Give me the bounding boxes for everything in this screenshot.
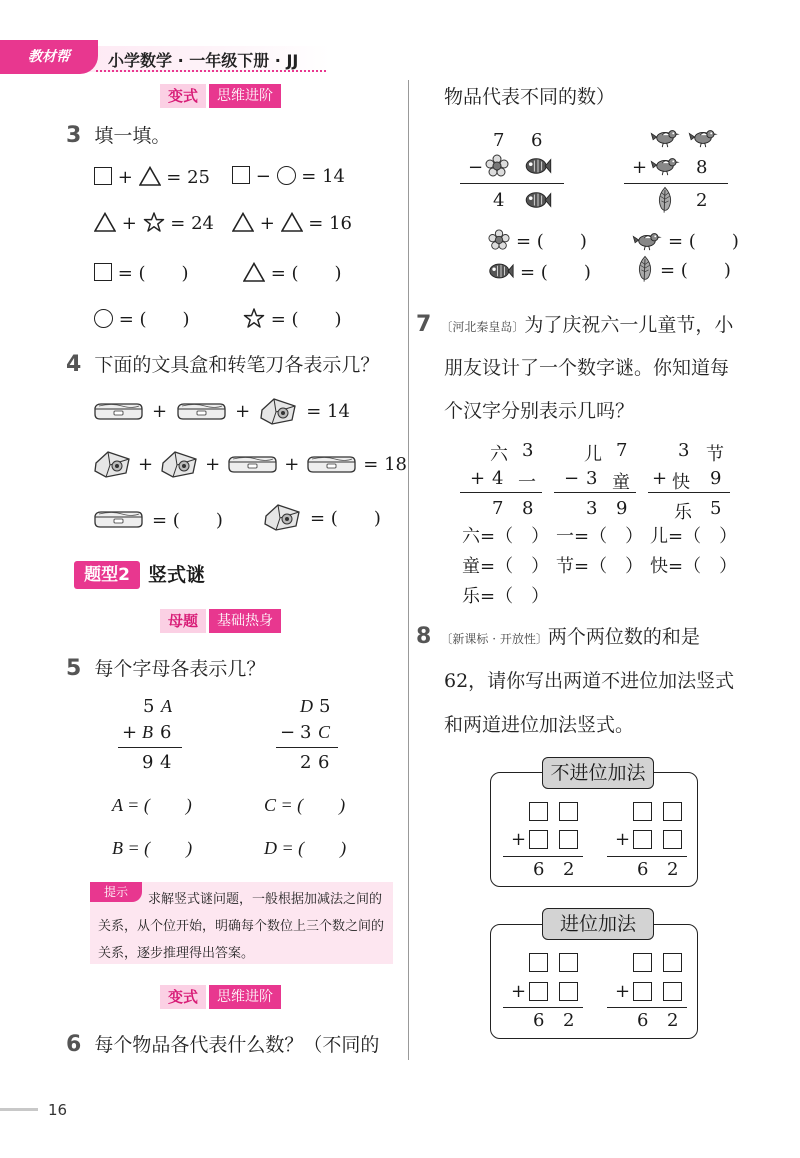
- operator: −: [564, 468, 580, 489]
- variant-tag-2: [160, 985, 281, 1009]
- answer-square[interactable]: [633, 953, 652, 972]
- sharpener-icon: [262, 502, 302, 532]
- pencil-case-icon: [92, 400, 144, 422]
- triangle-icon: [281, 212, 303, 232]
- answer-blank[interactable]: = ( ): [310, 508, 381, 529]
- sum-digit: 2: [563, 859, 575, 880]
- digit: 4: [492, 468, 504, 489]
- char: 儿: [584, 444, 602, 465]
- equation-result: = 14: [301, 166, 345, 187]
- answer-square[interactable]: [633, 830, 652, 849]
- question-text: 每个字母各表示几？: [94, 658, 266, 680]
- sum-line: [624, 183, 728, 184]
- mother-tag: [160, 609, 281, 633]
- digit: 7: [493, 130, 505, 151]
- sum-line: [118, 747, 182, 748]
- q4-equation-2: + + + = 18: [92, 449, 407, 479]
- equation-result: = 25: [166, 167, 210, 188]
- digit: 9: [616, 498, 628, 519]
- operator: +: [632, 157, 648, 178]
- question-text: 两个两位数的和是: [547, 626, 700, 648]
- char: 六: [490, 444, 508, 465]
- star-icon: [143, 212, 165, 232]
- digit: 9: [142, 752, 154, 773]
- digit: 3: [586, 468, 598, 489]
- q7-answer-tong[interactable]: 童=（ ）: [462, 556, 550, 577]
- answer-square[interactable]: [663, 802, 682, 821]
- sharpener-icon: [258, 396, 298, 426]
- digit: 7: [492, 498, 504, 519]
- answer-square[interactable]: [663, 830, 682, 849]
- circle-icon: [277, 166, 296, 185]
- q3-equation-4: + = 16: [232, 212, 352, 234]
- circle-icon: [94, 309, 113, 328]
- question-number: 7: [416, 312, 432, 337]
- square-icon: [232, 166, 250, 184]
- bird-icon: [650, 126, 680, 148]
- triangle-icon: [94, 212, 116, 232]
- page-bar: [0, 1108, 38, 1111]
- answer-blank[interactable]: = ( ): [660, 260, 731, 281]
- sum-line: [607, 856, 687, 857]
- q6-answer-bird[interactable]: [632, 227, 739, 253]
- variant-tag-label: 变式: [160, 84, 206, 108]
- q3-answer-square[interactable]: [94, 259, 189, 285]
- answer-blank[interactable]: = ( ): [516, 231, 587, 252]
- flower-icon: [488, 229, 510, 251]
- equation-result: = 16: [308, 213, 352, 234]
- plus-sign: +: [615, 981, 631, 1002]
- question-4: [66, 350, 379, 377]
- equation-result: = 18: [363, 453, 407, 475]
- digit: 8: [522, 498, 534, 519]
- answer-C[interactable]: C = ( ): [264, 795, 346, 815]
- question-7-line2: 朋友设计了一个数字谜。你知道每: [444, 357, 730, 379]
- plus-sign: +: [511, 829, 527, 850]
- equation-result: = 14: [306, 400, 350, 422]
- question-8-line3: 和两道进位加法竖式。: [444, 714, 635, 736]
- answer-D[interactable]: D = ( ): [264, 838, 347, 858]
- digit: 4: [160, 752, 172, 773]
- q3-answer-star[interactable]: [243, 305, 342, 331]
- page-number: 16: [48, 1101, 68, 1119]
- header-title: 小学数学 · 一年级下册 · JJ: [108, 51, 299, 70]
- operator: +: [470, 468, 486, 489]
- q7-answer-le[interactable]: 乐=（ ）: [462, 586, 550, 607]
- q4-answer-case[interactable]: [92, 506, 223, 532]
- answer-square[interactable]: [529, 802, 548, 821]
- q6-right-puzzle: [624, 124, 728, 218]
- q6-left-puzzle: [460, 126, 564, 218]
- sum-line: [460, 492, 542, 493]
- answer-square[interactable]: [559, 982, 578, 1001]
- q7-answer-er[interactable]: 儿=（ ）: [650, 526, 738, 547]
- q3-answer-circle[interactable]: [94, 305, 190, 331]
- question-number: 4: [66, 352, 82, 377]
- answer-blank[interactable]: = ( ): [520, 262, 591, 283]
- mother-tag-label: 母题: [160, 609, 206, 633]
- hint-text: 求解竖式谜问题，一般根据加减法之间的关系，从个位开始，明确每个数位上三个数之间的关系，逐步推理得出答案。: [98, 892, 385, 961]
- q3-equation-3: + = 24: [94, 212, 214, 234]
- digit: 3: [300, 722, 312, 743]
- q7-answer-liu[interactable]: 六=（ ）: [462, 526, 550, 547]
- answer-square[interactable]: [663, 953, 682, 972]
- answer-square[interactable]: [529, 830, 548, 849]
- q5-left-vertical-sum: [118, 694, 182, 778]
- operator: −: [468, 157, 484, 178]
- q6-answer-leaf[interactable]: [636, 255, 731, 283]
- question-source: 〔新课标 · 开放性〕: [440, 632, 548, 646]
- sum-digit: 2: [667, 859, 679, 880]
- sum-digit: 2: [667, 1010, 679, 1031]
- flower-icon: [485, 154, 509, 178]
- question-3: [66, 121, 170, 148]
- column-divider: [408, 80, 409, 1060]
- letter: C: [318, 722, 331, 742]
- operator: +: [652, 468, 668, 489]
- question-number: 5: [66, 656, 82, 681]
- digit: 9: [710, 468, 722, 489]
- plus-sign: +: [615, 829, 631, 850]
- sum-digit: 6: [637, 859, 649, 880]
- q7-puzzle-2: [554, 440, 636, 520]
- q4-answer-sharpener[interactable]: [262, 502, 381, 532]
- question-number: 8: [416, 624, 432, 649]
- answer-blank[interactable]: = ( ): [668, 231, 739, 252]
- answer-square[interactable]: [663, 982, 682, 1001]
- q3-answer-triangle[interactable]: [243, 259, 342, 285]
- sum-line: [607, 1007, 687, 1008]
- type-title: 竖式谜: [148, 564, 206, 586]
- q3-equation-2: − = 14: [232, 166, 345, 187]
- q7-answer-kuai[interactable]: 快=（ ）: [650, 556, 738, 577]
- digit: 8: [696, 157, 708, 178]
- bird-icon: [632, 229, 662, 251]
- pencil-case-icon: [305, 453, 357, 475]
- fish-icon: [524, 190, 552, 210]
- question-5: [66, 654, 265, 681]
- digit: 6: [160, 722, 172, 743]
- fish-icon: [524, 156, 552, 176]
- triangle-icon: [243, 262, 265, 282]
- answer-B[interactable]: B = ( ): [112, 838, 193, 858]
- pencil-case-icon: [226, 453, 278, 475]
- digit: 4: [493, 190, 505, 211]
- digit: 5: [143, 696, 155, 717]
- digit: 2: [300, 752, 312, 773]
- sum-digit: 6: [533, 859, 545, 880]
- answer-blank[interactable]: = ( ): [270, 263, 342, 284]
- question-8: [416, 622, 700, 649]
- triangle-icon: [232, 212, 254, 232]
- digit: 6: [318, 752, 330, 773]
- operator: +: [122, 722, 138, 743]
- question-text: 每个物品各代表什么数？（不同的: [94, 1034, 380, 1056]
- variant-tag-sub: 思维进阶: [209, 84, 281, 108]
- operator: −: [280, 722, 296, 743]
- plus-sign: +: [511, 981, 527, 1002]
- bird-icon: [688, 126, 718, 148]
- question-text: 填一填。: [94, 125, 171, 147]
- q4-equation-1: + + = 14: [92, 396, 350, 426]
- triangle-icon: [139, 166, 161, 186]
- equation-result: = 24: [170, 213, 214, 234]
- bird-icon: [650, 154, 680, 176]
- question-text: 为了庆祝六一儿童节，小: [524, 314, 734, 336]
- answer-square[interactable]: [559, 830, 578, 849]
- star-icon: [243, 308, 265, 328]
- q3-equation-1: + = 25: [94, 166, 210, 188]
- hint-tag: 提示: [90, 882, 142, 902]
- fish-icon: [488, 261, 514, 281]
- variant-tag-sub: 思维进阶: [209, 985, 281, 1009]
- sum-digit: 6: [533, 1010, 545, 1031]
- no-carry-label: 不进位加法: [542, 757, 654, 789]
- carry-label: 进位加法: [542, 908, 654, 940]
- leaf-icon: [656, 186, 674, 214]
- q5-right-vertical-diff: [276, 694, 338, 778]
- char: 童: [612, 472, 630, 493]
- q6-answer-fish[interactable]: [488, 258, 591, 284]
- question-number: 6: [66, 1032, 82, 1057]
- answer-blank[interactable]: = ( ): [117, 263, 189, 284]
- pencil-case-icon: [175, 400, 227, 422]
- q7-puzzle-3: [648, 440, 730, 523]
- leaf-icon: [636, 255, 654, 283]
- sum-line: [503, 856, 583, 857]
- sum-line: [460, 183, 564, 184]
- letter: A: [161, 696, 172, 716]
- digit: 5: [319, 696, 331, 717]
- char: 乐: [674, 502, 692, 523]
- answer-blank[interactable]: = ( ): [118, 309, 190, 330]
- square-icon: [94, 167, 112, 185]
- question-7: [416, 310, 733, 337]
- question-source: 〔河北秦皇岛〕: [440, 320, 525, 334]
- sum-line: [554, 492, 636, 493]
- sum-line: [648, 492, 730, 493]
- brand-badge: 教材帮: [0, 40, 98, 74]
- sum-line: [503, 1007, 583, 1008]
- pencil-case-icon: [92, 508, 144, 530]
- q6-answer-flower[interactable]: [488, 227, 587, 253]
- char: 快: [672, 472, 690, 493]
- digit: 6: [531, 130, 543, 151]
- variant-tag: [160, 84, 281, 108]
- answer-square[interactable]: [633, 802, 652, 821]
- question-8-line2: 62，请你写出两道不进位加法竖式: [444, 670, 735, 692]
- header-dotted-rule: [96, 70, 326, 72]
- sharpener-icon: [92, 449, 132, 479]
- square-icon: [94, 263, 112, 281]
- letter: B: [142, 722, 153, 742]
- answer-square[interactable]: [633, 982, 652, 1001]
- variant-tag-label: 变式: [160, 985, 206, 1009]
- type-badge: 题型2: [74, 561, 140, 589]
- letter: D: [300, 696, 313, 716]
- question-7-line3: 个汉字分别表示几吗？: [444, 400, 635, 422]
- answer-square[interactable]: [529, 982, 548, 1001]
- answer-square[interactable]: [559, 802, 578, 821]
- q7-answer-yi[interactable]: 一=（ ）: [556, 526, 644, 547]
- digit: 2: [696, 190, 708, 211]
- sum-digit: 2: [563, 1010, 575, 1031]
- char: 节: [706, 444, 724, 465]
- q7-puzzle-1: [460, 440, 542, 520]
- digit: 3: [522, 440, 534, 461]
- q6-text-continued: 物品代表不同的数）: [444, 86, 616, 108]
- question-6: [66, 1030, 379, 1057]
- sum-line: [276, 747, 338, 748]
- answer-blank[interactable]: = ( ): [152, 510, 223, 531]
- digit: 3: [678, 440, 690, 461]
- digit: 3: [586, 498, 598, 519]
- char: 一: [518, 472, 536, 493]
- digit: 5: [710, 498, 722, 519]
- sharpener-icon: [159, 449, 199, 479]
- question-text: 下面的文具盒和转笔刀各表示几？: [94, 354, 380, 376]
- sum-digit: 6: [637, 1010, 649, 1031]
- question-number: 3: [66, 123, 82, 148]
- answer-A[interactable]: A = ( ): [112, 795, 192, 815]
- answer-blank[interactable]: = ( ): [270, 309, 342, 330]
- answer-square[interactable]: [559, 953, 578, 972]
- q7-answer-jie[interactable]: 节=（ ）: [556, 556, 644, 577]
- answer-square[interactable]: [529, 953, 548, 972]
- digit: 7: [616, 440, 628, 461]
- mother-tag-sub: 基础热身: [209, 609, 281, 633]
